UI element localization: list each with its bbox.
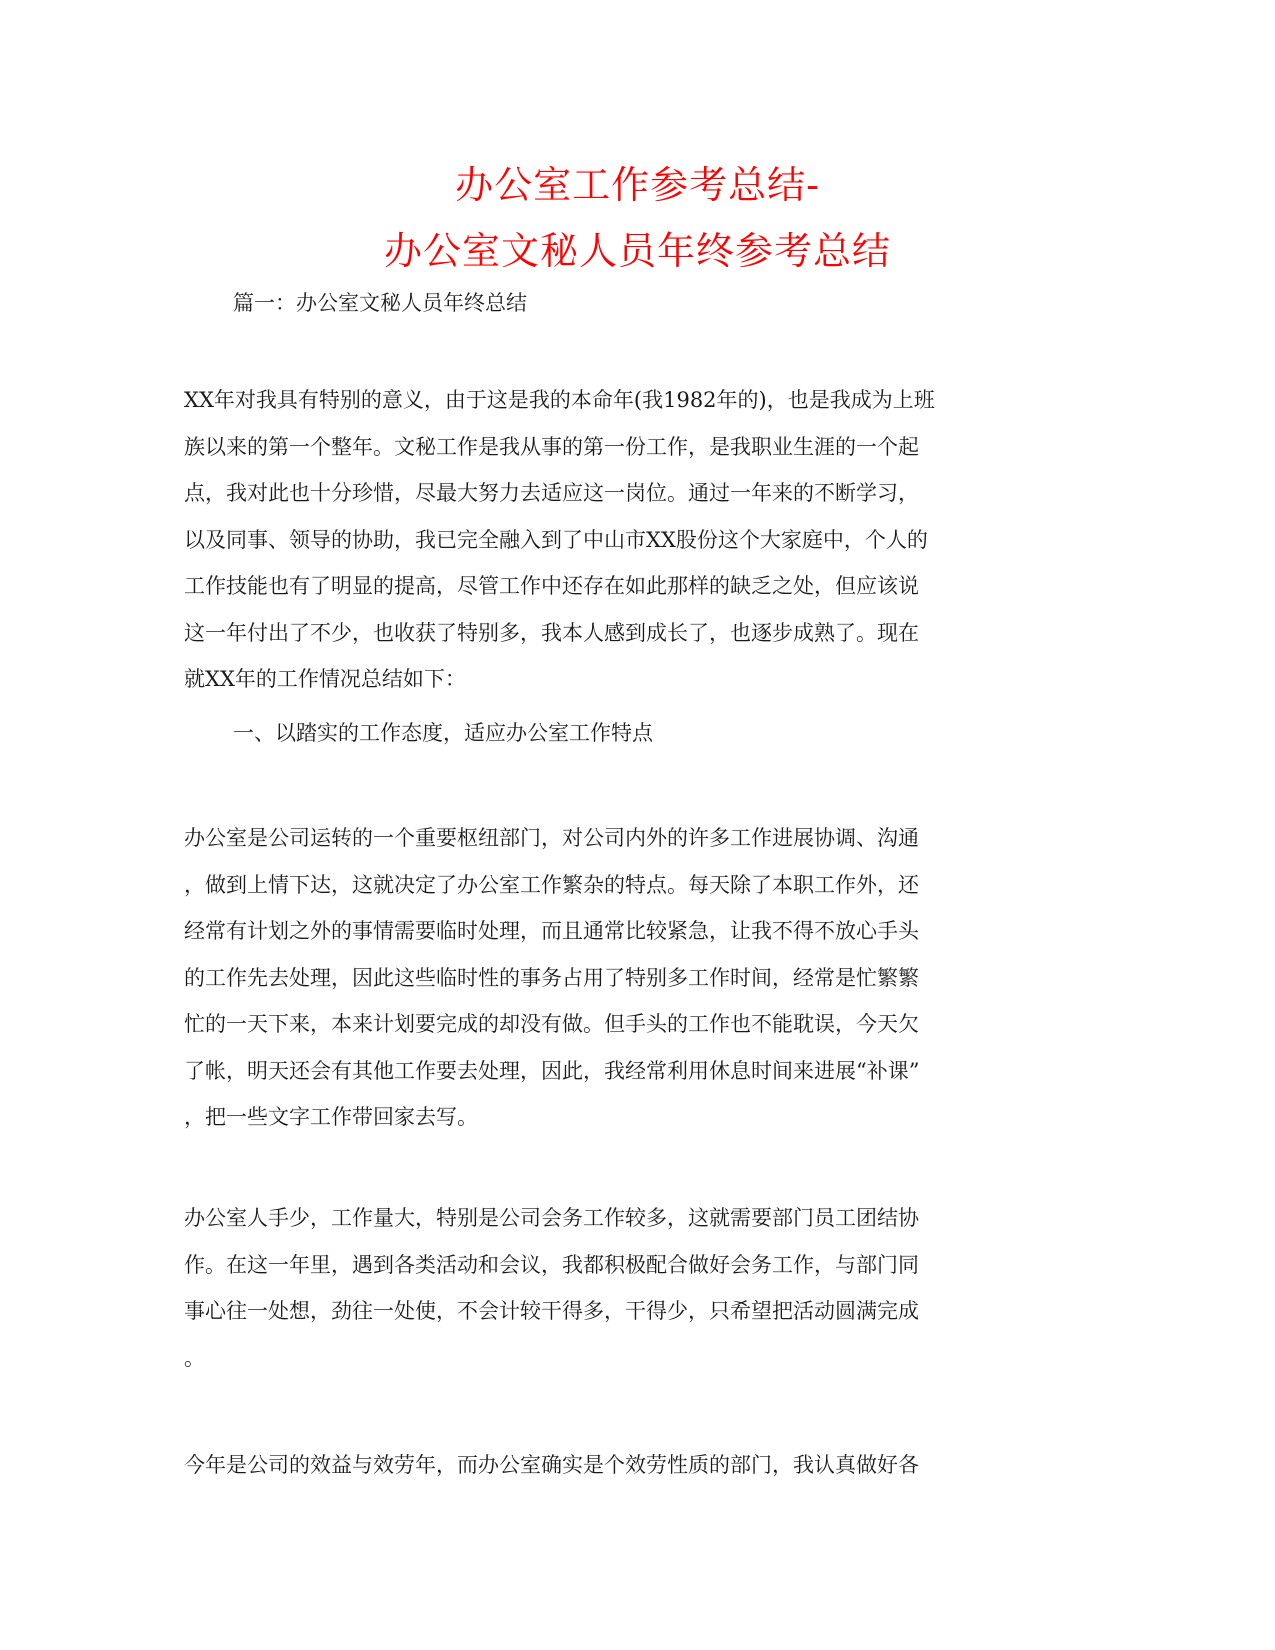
paragraph-line: ，做到上情下达，这就决定了办公室工作繁杂的特点。每天除了本职工作外，还: [184, 872, 919, 897]
paragraph-line: 了帐，明天还会有其他工作要去处理，因此，我经常利用休息时间来进展“补课”: [184, 1058, 920, 1083]
paragraph-line: 就XX年的工作情况总结如下：: [184, 667, 466, 691]
paragraph-line: 经常有计划之外的事情需要临时处理，而且通常比较紧急，让我不得不放心手头: [184, 919, 919, 943]
paragraph-line: 忙的一天下来，本来计划要完成的却没有做。但手头的工作也不能耽误，今天欠: [184, 1012, 919, 1036]
document-subtitle: 篇一：办公室文秘人员年终总结: [233, 291, 527, 315]
paragraph-line: ，把一些文字工作带回家去写。: [184, 1105, 478, 1129]
paragraph-line: 这一年付出了不少，也收获了特别多，我本人感到成长了，也逐步成熟了。现在: [184, 620, 919, 645]
paragraph-line: 今年是公司的效益与效劳年，而办公室确实是个效劳性质的部门，我认真做好各: [184, 1453, 919, 1477]
document-title-line-2: 办公室文秘人员年终参考总结: [383, 229, 891, 273]
paragraph-line: 办公室人手少，工作量大，特别是公司会务工作较多，这就需要部门员工团结协: [184, 1206, 919, 1230]
paragraph-line: 的工作先去处理，因此这些临时性的事务占用了特别多工作时间，经常是忙繁繁: [184, 965, 919, 990]
paragraph-line: XX年对我具有特别的意义，由于这是我的本命年(我1982年的)，也是我成为上班: [184, 388, 935, 412]
paragraph-line: 事心往一处想，劲往一处使，不会计较干得多，干得少，只希望把活动圆满完成: [184, 1299, 919, 1323]
document-title-line-1: 办公室工作参考总结-: [455, 163, 820, 207]
paragraph-service-year: [184, 1442, 1060, 1489]
paragraph-line: 作。在这一年里，遇到各类活动和会议，我都积极配合做好会务工作，与部门同: [184, 1252, 919, 1277]
paragraph-teamwork: [184, 1195, 1060, 1381]
paragraph-line: 工作技能也有了明显的提高，尽管工作中还存在如此那样的缺乏之处，但应该说: [184, 574, 919, 598]
section-heading-1: 一、以踏实的工作态度，适应办公室工作特点: [233, 721, 653, 745]
paragraph-office-hub: [184, 815, 1060, 1141]
paragraph-line: 以及同事、领导的协助，我已完全融入到了中山市XX股份这个大家庭中，个人的: [184, 527, 928, 552]
paragraph-line: 。: [184, 1345, 205, 1370]
paragraph-line: 点，我对此也十分珍惜，尽最大努力去适应这一岗位。通过一年来的不断学习，: [184, 481, 919, 505]
paragraph-line: 族以来的第一个整年。文秘工作是我从事的第一份工作，是我职业生涯的一个起: [184, 434, 919, 459]
paragraph-intro: [184, 377, 1060, 703]
paragraph-line: 办公室是公司运转的一个重要枢纽部门，对公司内外的许多工作进展协调、沟通: [184, 826, 919, 850]
